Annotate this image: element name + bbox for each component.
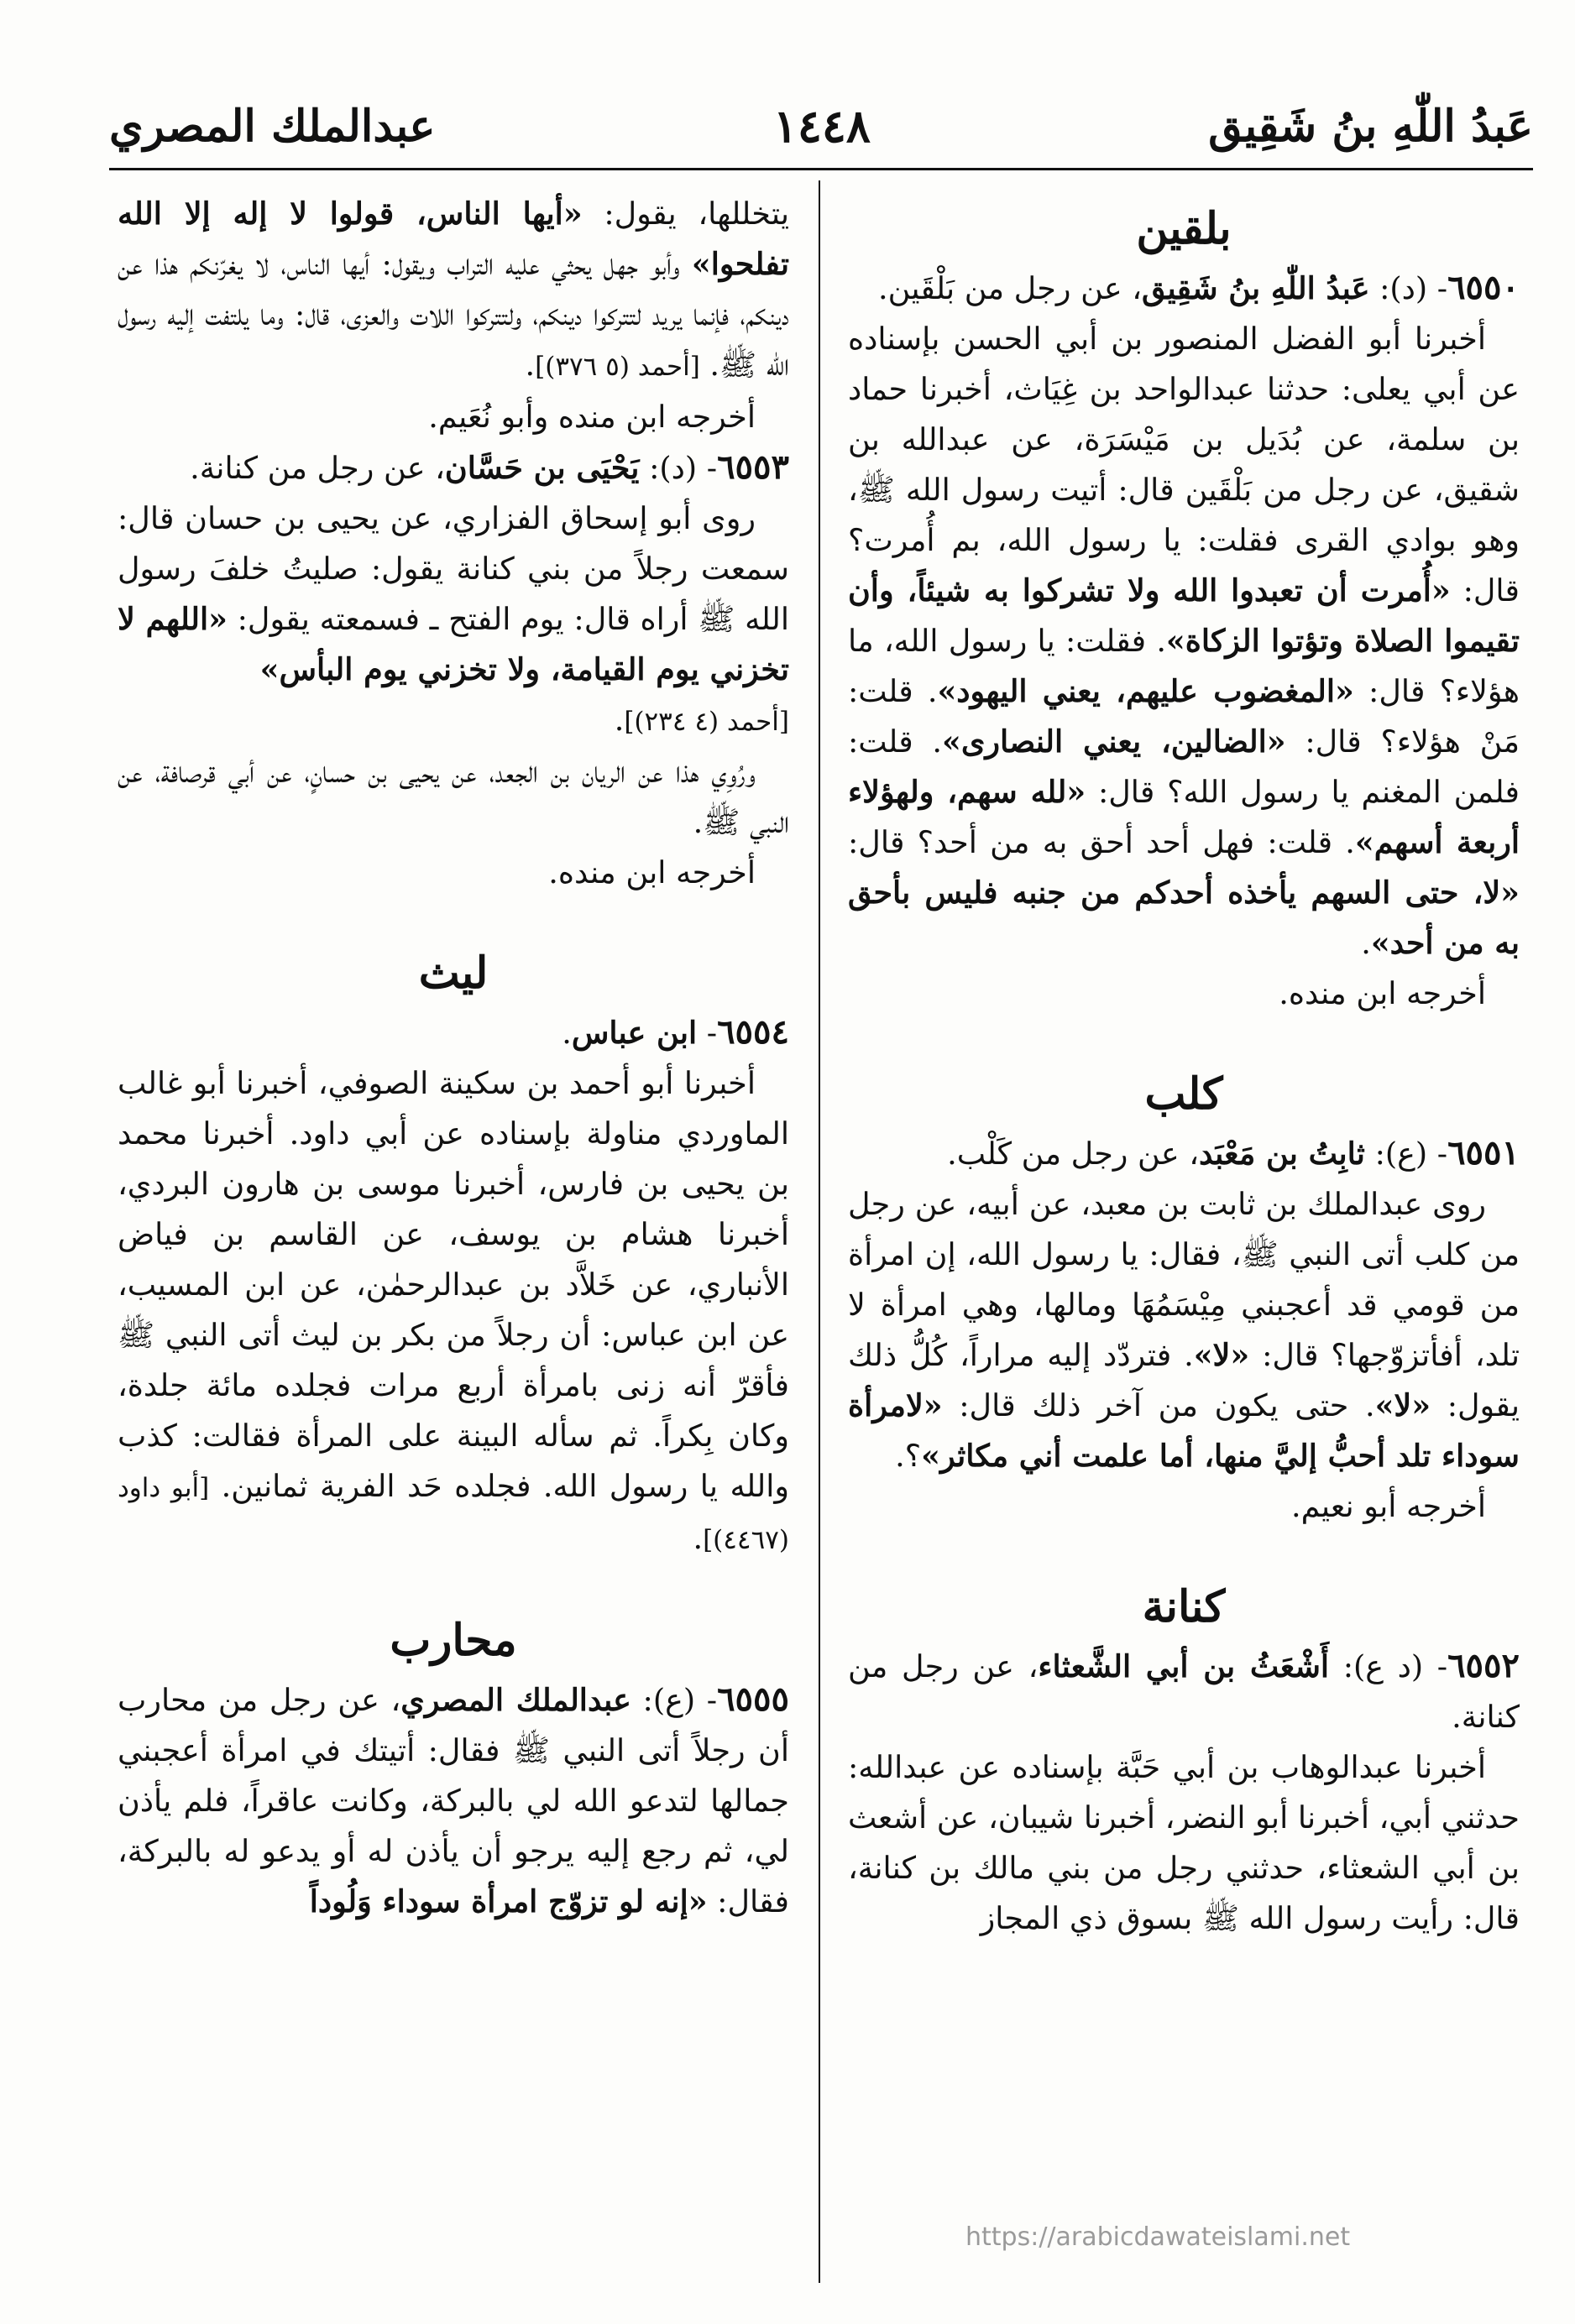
header-rule bbox=[109, 168, 1533, 170]
section-heading-layth: ليث bbox=[418, 948, 489, 999]
entry-6551-source: أخرجه أبو نعيم. bbox=[1290, 1488, 1486, 1524]
section-heading-kinana: كنانة bbox=[1142, 1581, 1226, 1632]
section-heading-muharib: محارب bbox=[390, 1615, 517, 1666]
entry-6551-text: روى عبدالملك بن ثابت بن معبد، عن أبيه، عن رجل من كلب أتى النبي ﷺ، فقال: يا رسول الله، إن امرأة من قومي قد أعجبني مِيْسَمُهَا ومالها، وهي امرأة لا تلد، أفأتزوّجها؟ قال: «لا». فتردّد إليه مراراً، كُلُّ ذلك يقول: «لا». حتى يكون من آخر ذلك قال: «لامرأة سوداء تلد أحبُّ إليَّ منها، أما علمت أني مكاثر»؟. bbox=[848, 1186, 1520, 1474]
citation: [أحمد (٥ ٣٧٦)] bbox=[535, 352, 700, 382]
page-header bbox=[109, 92, 1533, 159]
entry-6552-title: ٦٥٥٢- (د ع): أَشْعَثُ بن أبي الشَّعثاء، عن رجل من كنانة. bbox=[848, 1646, 1520, 1735]
entry-6551-title: ٦٥٥١- (ع): ثابِتُ بن مَعْبَد، عن رجل من كَلْب. bbox=[947, 1133, 1520, 1172]
entry-6550-title: ٦٥٥٠- (د): عَبدُ اللّٰهِ بنُ شَقِيق، عن رجل من بَلْقَين. bbox=[878, 268, 1520, 307]
entry-6550-source: أخرجه ابن منده. bbox=[1279, 975, 1486, 1011]
page-number: ١٤٤٨ bbox=[772, 99, 871, 153]
running-head-right: عَبدُ اللّٰهِ بنُ شَقِيق bbox=[1208, 100, 1533, 152]
entry-6553-source: أخرجه ابن منده. bbox=[548, 854, 756, 890]
entry-6553-title: ٦٥٥٣- (د): يَحْيَى بن حَسَّان، عن رجل من كنانة. bbox=[190, 447, 789, 487]
left-column bbox=[118, 189, 789, 1927]
entry-name: عَبدُ اللّٰهِ بنُ شَقِيق bbox=[1142, 270, 1370, 306]
entry-6552-continuation: يتخللها، يقول: «أيها الناس، قولوا لا إله إلا الله تفلحوا» وأبو جهل يحثي عليه التراب ويقول: أيها الناس، لا يغرّنكم هذا عن دينكم، فإنما يريد لتتركوا دينكم، ولتتركوا اللات والعزى، قال: وما يلتفت إليه رسول الله ﷺ. [أحمد (٥ ٣٧٦)]. bbox=[118, 196, 789, 383]
entry-6552-text: أخبرنا عبدالوهاب بن أبي حَبَّة بإسناده عن عبدالله: حدثني أبي، أخبرنا أبو النضر، أخبرنا شيبان، عن أشعث بن أبي الشعثاء، حدثني رجل من بني مالك بن كنانة، قال: رأيت رسول الله ﷺ بسوق ذي المجاز bbox=[848, 1749, 1520, 1936]
column-separator bbox=[819, 180, 820, 2283]
citation: [أحمد (٤ ٢٣٤)] bbox=[624, 707, 789, 737]
section-heading-balqin: بلقين bbox=[1136, 203, 1232, 254]
entry-number: ٦٥٥٠ bbox=[1447, 268, 1520, 307]
citation: [أبو داود (٤٤٦٧)] bbox=[118, 1473, 789, 1555]
section-heading-kalb: كلب bbox=[1144, 1068, 1223, 1120]
entry-6553-text-2: ورُوِي هذا عن الريان بن الجعد، عن يحيى بن حسانٍ، عن أبي قرصافة، عن النبي ﷺ. bbox=[118, 754, 789, 840]
running-head-left: عبدالملك المصري bbox=[109, 100, 436, 152]
entry-6550-text: أخبرنا أبو الفضل المنصور بن أبي الحسن بإسناده عن أبي يعلى: حدثنا عبدالواحد بن غِيَاث، أخبرنا حماد بن سلمة، عن بُدَيل بن مَيْسَرَة، عن عبدالله بن شقيق، عن رجل من بَلْقَين قال: أتيت رسول الله ﷺ، وهو بوادي القرى فقلت: يا رسول الله، بم أُمرت؟ قال: «أُمرت أن تعبدوا الله ولا تشركوا به شيئاً، وأن تقيموا الصلاة وتؤتوا الزكاة». فقلت: يا رسول الله، ما هؤلاء؟ قال: «المغضوب عليهم، يعني اليهود». قلت: مَنْ هؤلاء؟ قال: «الضالين، يعني النصارى». قلت: فلمن المغنم يا رسول الله؟ قال: «لله سهم، ولهؤلاء أربعة أسهم». قلت: فهل أحد أحق به من أحد؟ قال: «لا، حتى السهم يأخذه أحدكم من جنبه فليس بأحق به من أحد». bbox=[848, 321, 1520, 961]
entry-6554-title: ٦٥٥٤- ابن عباس. bbox=[562, 1012, 789, 1052]
entry-6555: ٦٥٥٥- (ع): عبدالملك المصري، عن رجل من محارب أن رجلاً أتى النبي ﷺ فقال: أتيتك في امرأة أعجبني جمالها لتدعو الله لي بالبركة، وكانت عاقراً، فلم يأذن لي، ثم رجع إليه يرجو أن يأذن له أو يدعو له بالبركة، فقال: «إنه لو تزوّج امرأة سوداء وَلُوداً bbox=[118, 1679, 789, 1919]
watermark-url: https://arabicdawateislami.net bbox=[965, 2222, 1351, 2252]
right-column bbox=[848, 189, 1520, 1944]
entry-6553-text: روى أبو إسحاق الفزاري، عن يحيى بن حسان قال: سمعت رجلاً من بني كنانة يقول: صليتُ خلفَ رسول الله ﷺ أراه قال: يوم الفتح ـ فسمعته يقول: «اللهم لا تخزني يوم القيامة، ولا تخزني يوم البأس» [أحمد (٤ ٢٣٤)]. bbox=[118, 500, 789, 738]
entry-6554-text: أخبرنا أبو أحمد بن سكينة الصوفي، أخبرنا أبو غالب الماوردي مناولة بإسناده عن أبي داود. أخبرنا محمد بن يحيى بن فارس، أخبرنا موسى بن هارون البردي، أخبرنا هشام بن يوسف، عن القاسم بن فياض الأنباري، عن خَلاَّد بن عبدالرحمٰن، عن ابن المسيب، عن ابن عباس: أن رجلاً من بكر بن ليث أتى النبي ﷺ فأقرّ أنه زنى بامرأة أربع مرات فجلده مائة جلدة، وكان بِكراً. ثم سأله البينة على المرأة فقالت: كذب والله يا رسول الله. فجلده حَد الفرية ثمانين. [أبو داود (٤٤٦٧)]. bbox=[118, 1065, 789, 1556]
entry-6552-source: أخرجه ابن منده وأبو نُعَيم. bbox=[428, 399, 756, 435]
